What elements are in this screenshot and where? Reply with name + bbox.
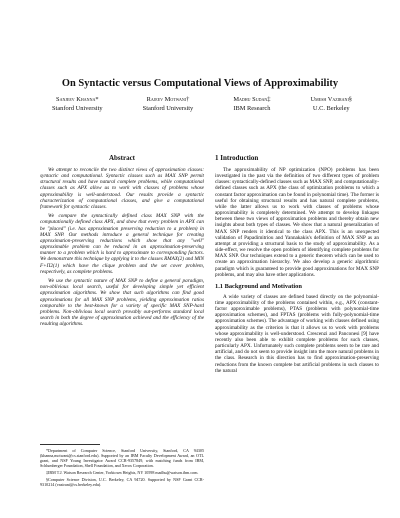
- footnote: *Department of Computer Science, Stanford University, Stanford, CA 94305 (khanna,motwani@cs.stanford.edu). Supported by an IBM Faculty Development Award, an OTL grant, and NSF Young Investigator Award CCR-9357849, with matching funds from IBM, Schlumberger Foundation, Shell Foundation, and Xerox Corporation.: [40, 448, 204, 469]
- abstract-paragraph: We use the syntactic nature of MAX SNP to define a general paradigm, non-oblivious local search, useful for developing simple yet efficient approximation algorithms. We show that such algorithms can find good approximations for all MAX SNP problems, yielding approximation ratios comparable to the best-known for a variety of specific MAX SNP-hard problems. Non-oblivious local search provably out-performs standard local search in both the degree of approximation achieved and the efficiency of the resulting algorithms.: [40, 278, 204, 328]
- footnote-divider: [40, 444, 100, 445]
- author-name: Sanjeev Khanna*: [56, 96, 99, 103]
- author-affiliation: Stanford University: [52, 104, 103, 112]
- footnote: §Computer Science Division, U.C. Berkeley, CA 94720. Supported by NSF Grant CCR-9310214 (vazirani@cs.berkeley.edu).: [40, 476, 204, 487]
- author-name: Madhu Sudan‡: [233, 96, 271, 103]
- author-block: [143, 96, 194, 113]
- author-name: Rajeev Motwani†: [146, 96, 190, 103]
- body-paragraph: A wide variety of classes are defined based directly on the polynomial-time approximability of the problems contained within, e.g., APX (constant-factor approximable problems), PTAS (problems with polynomial-time approximation schemes), and FPTAS (problems with fully-polynomial-time approximation schemes). The advantage of working with classes defined using approximability as the criterion is that it allows us to work with problems whose approximability is well-understood. Crescenzi and Panconesi [9] have recently also been able to exhibit complete problems for such classes, particularly APX. Unfortunately such complete problems seem to be rare and artificial, and do not seem to provide insight into the more natural problems in the class. Research in this direction has to find approximation-preserving reductions from the known complete but artificial problems in such classes to the natural: [215, 293, 379, 374]
- abstract-paragraph: We compare the syntactically defined class MAX SNP with the computationally defined class APX, and show that every problem in APX can be "placed" (i.e. has approximation preserving reduction to a problem) in MAX SNP. Our methods introduce a general technique for creating approximation-preserving reductions which show that any "well" approximable problem can be reduced in an approximation-preserving manner to a problem which is hard to approximate to corresponding factors. We demonstrate this technique by applying it to the classes RMAX(2) and MIN F+Π2(1) which have the clique problem and the set cover problem, respectively, as complete problems.: [40, 213, 204, 275]
- author-block: [233, 96, 270, 113]
- author-affiliation: Stanford University: [142, 104, 194, 112]
- abstract-section: [40, 154, 204, 330]
- body-paragraph: The approximability of NP optimization (NPO) problems has been investigated in the past via the definition of two different types of problem classes: syntactically-defined classes such as MAX SNP, and computationally-defined classes such as APX (the class of optimization problems to which a constant factor approximation can be found in polynomial time). The former is useful for obtaining structural results and has natural complete problems, while the latter allows us to work with classes of problems whose approximability is completely determined. We attempt to develop linkages between these two views of approximation problems and thereby obtain new insights about both types of classes. We show that a natural generalization of MAX SNP renders it identical to the class APX. This is an unexpected validation of Papadimitriou and Yannakakis's definition of MAX SNP as an attempt at providing a structural basis to the study of approximability. As a side-effect, we resolve the open problem of identifying complete problems for MAX SNP. Our techniques extend to a generic theorem which can be used to create an approximation hierarchy. We also develop a generic algorithmic paradigm which is guaranteed to provide good approximations for MAX SNP problems, and may also have other applications.: [215, 167, 379, 278]
- introduction-section: [215, 154, 379, 377]
- author-affiliation: U.C. Berkeley: [312, 104, 350, 112]
- author-affiliation: IBM Research: [233, 104, 271, 112]
- abstract-paragraph: We attempt to reconcile the two distinct views of approximation classes: syntactic and computational. Syntactic classes such as MAX SNP permit structural results and have natural complete problems, while computational classes such as APX allow us to work with classes of problems whose approximability is well-understood. Our results provide a syntactic characterization of computational classes, and give a computational framework for syntactic classes.: [40, 167, 204, 210]
- author-name: Umesh Vazirani§: [310, 96, 352, 103]
- footnotes: [40, 444, 204, 488]
- paper-title: On Syntactic versus Computational Views of Approximability: [61, 78, 339, 89]
- footnote: ‡IBM T.J. Watson Research Center, Yorktown Heights, NY 10598 madhu@watson.ibm.com.: [46, 469, 199, 475]
- section-heading: 1 Introduction: [215, 154, 259, 162]
- author-list: [52, 96, 352, 113]
- subsection-heading: 1.1 Background and Motivation: [215, 282, 302, 290]
- abstract-heading: Abstract: [108, 154, 136, 162]
- author-block: [52, 96, 103, 113]
- author-block: [311, 96, 352, 113]
